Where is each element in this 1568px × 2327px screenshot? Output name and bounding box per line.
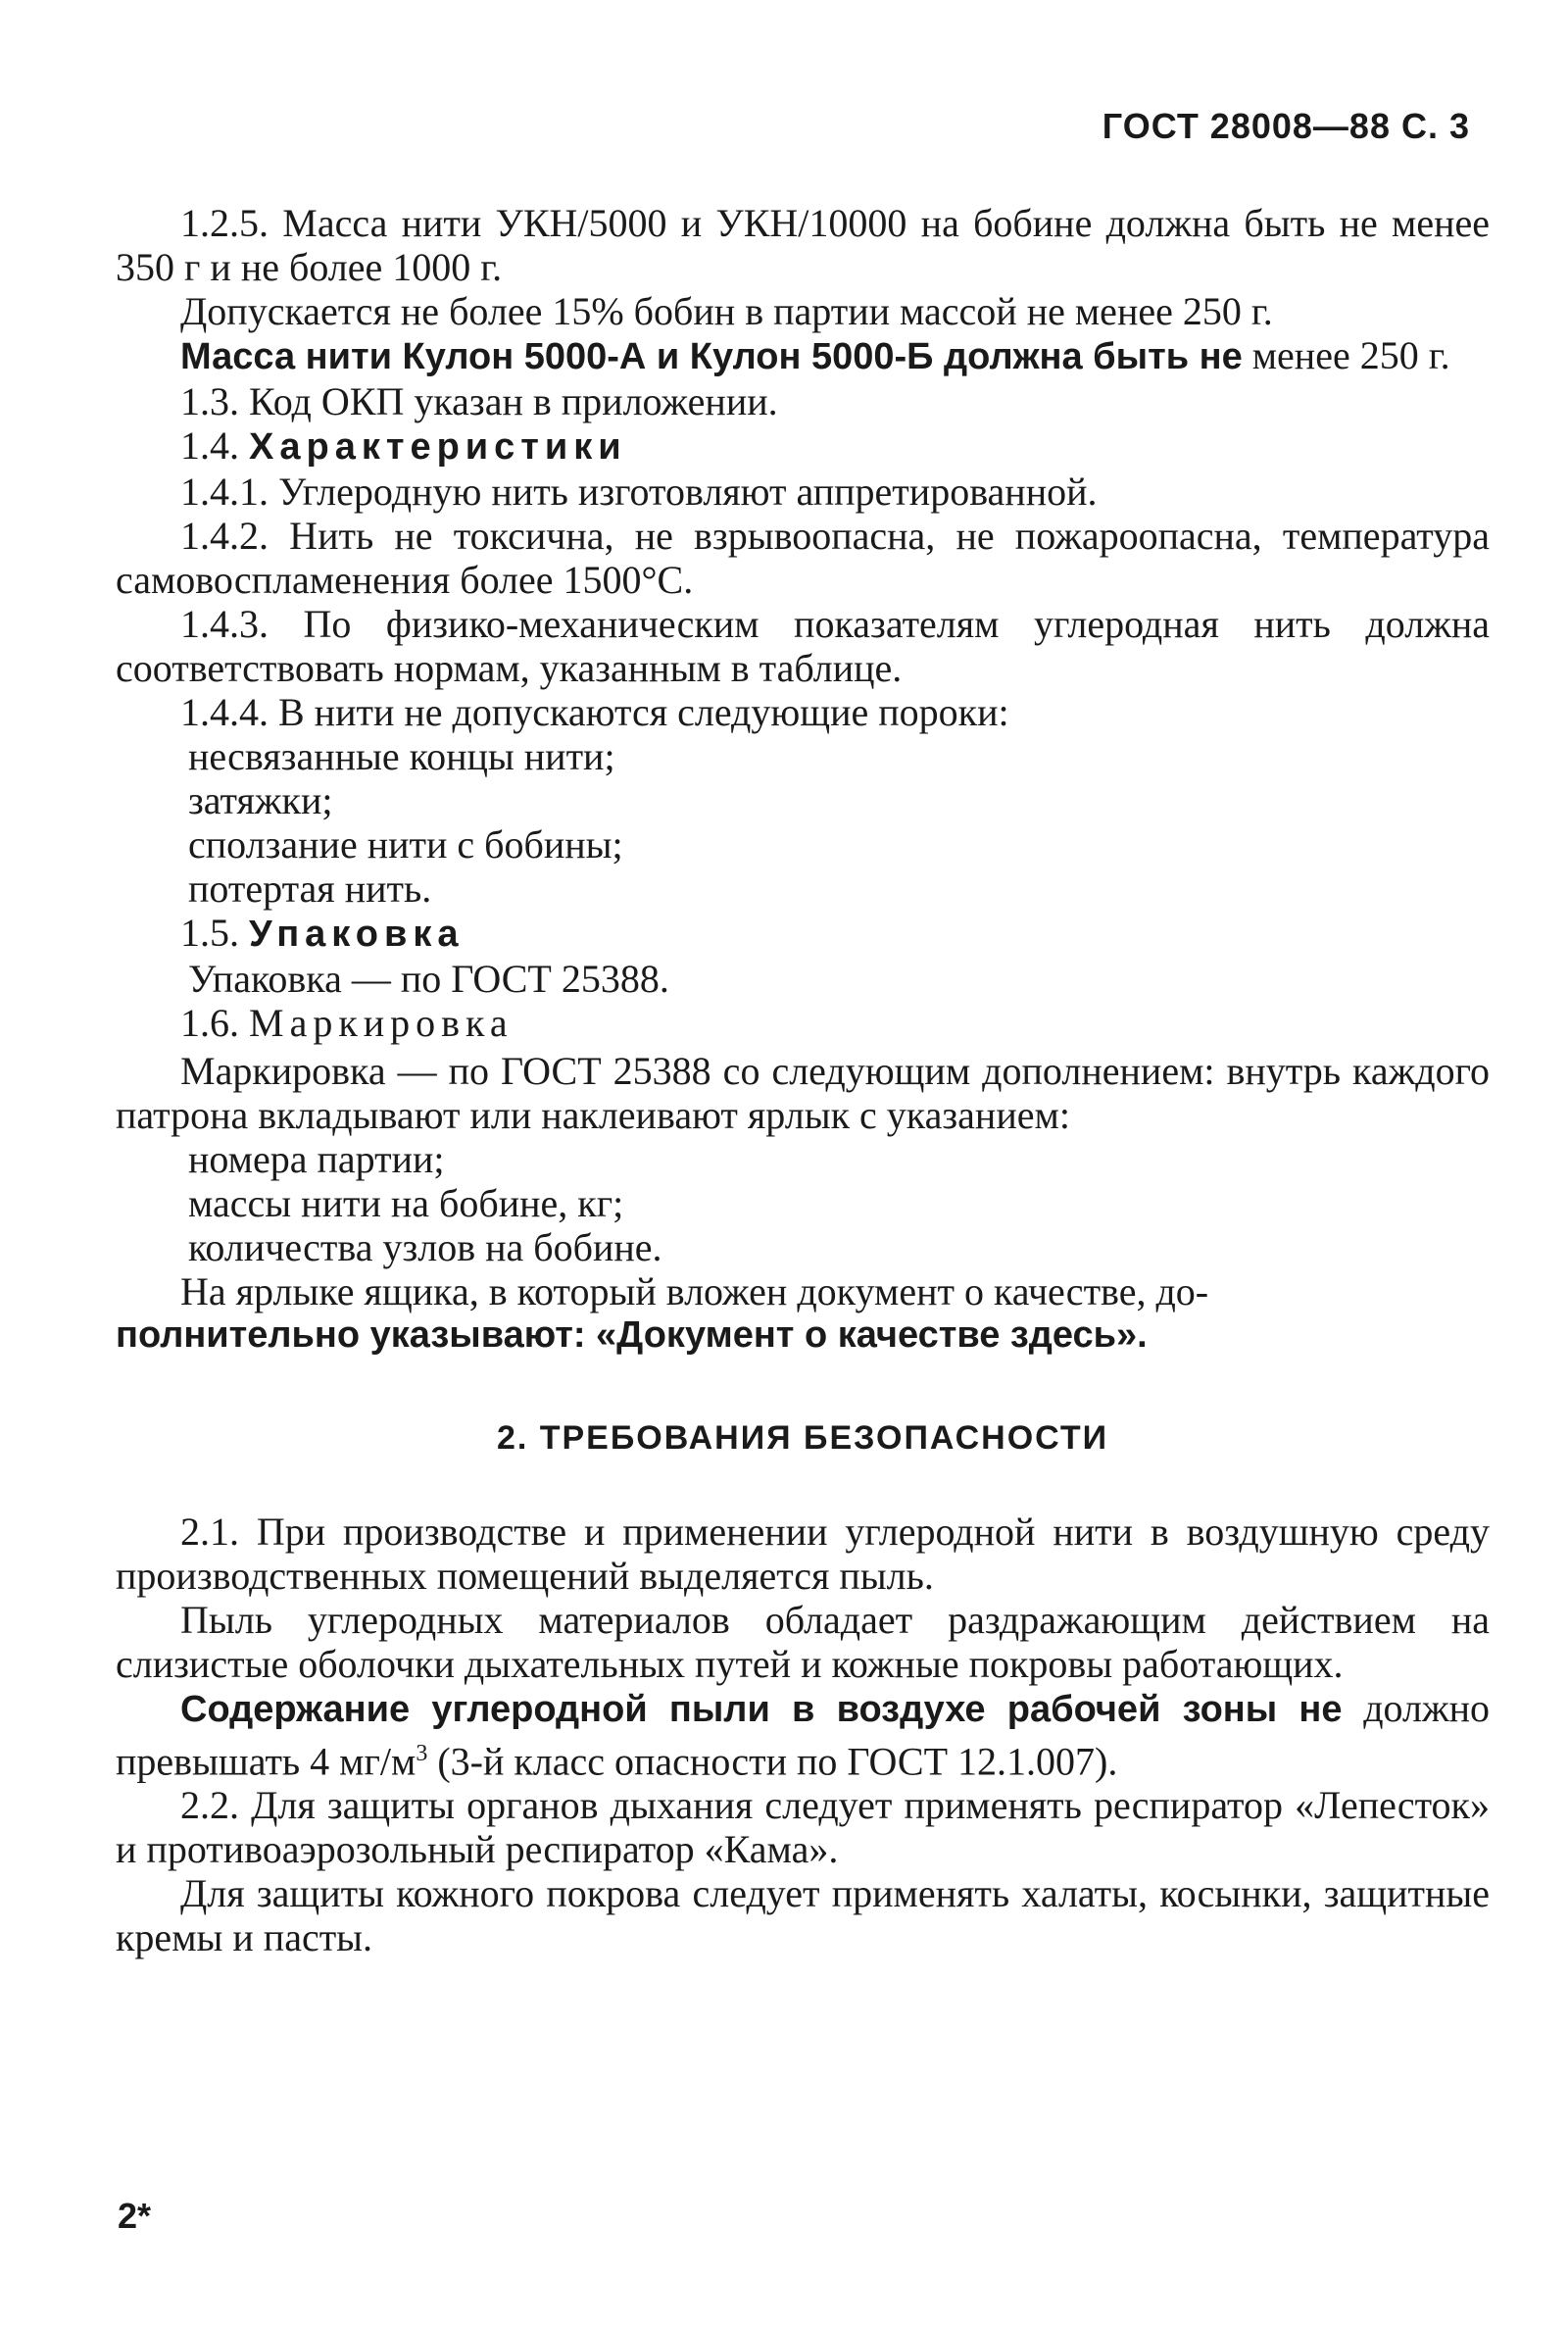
defects-list <box>116 734 1490 911</box>
list-item: несвязанные концы нити; <box>188 734 615 778</box>
page-header: ГОСТ 28008—88 С. 3 <box>1102 106 1470 146</box>
paragraph-1-5: Упаковка — по ГОСТ 25388. <box>188 957 669 1001</box>
list-item: номера партии; <box>188 1137 445 1181</box>
heading-1-4-number: 1.4. <box>180 423 239 468</box>
paragraph-2-1-limit-rest-a: должно превышать 4 мг/м <box>116 1686 1491 1784</box>
paragraph-2-2: 2.2. Для защиты органов дыхания следует применять респиратор «Лепесток» и противоаэрозольный респиратор «Кама». <box>116 1783 1490 1872</box>
paragraph-2-1-limit <box>116 1686 1490 1783</box>
heading-1-5-title: Упаковка <box>249 914 465 955</box>
paragraph-2-1-dust: Пыль углеродных материалов обладает раздражающим действием на слизистые оболочки дыхательных путей и кожные покровы работающих. <box>116 1598 1490 1686</box>
list-item: количества узлов на бобине. <box>188 1225 662 1269</box>
paragraph-1-6-box-b: полнительно указывают: «Документ о качестве здесь». <box>116 1314 1148 1356</box>
paragraph-2-1: 2.1. При производстве и применении углеродной нити в воздушную среду производственных помещений выделяется пыль. <box>116 1510 1490 1598</box>
paragraph-1-3: 1.3. Код ОКП указан в приложении. <box>180 379 778 423</box>
paragraph-1-4-1: 1.4.1. Углеродную нить изготовляют аппретированной. <box>180 470 1098 514</box>
paragraph-1-2-5-kulon-rest: менее 250 г. <box>1251 333 1450 377</box>
paragraph-1-6-box-a: На ярлыке ящика, в который вложен документ о качестве, до- <box>180 1269 1209 1313</box>
heading-1-6-title: Маркировка <box>249 1001 514 1045</box>
list-item: сползание нити с бобины; <box>188 822 623 866</box>
section-2-title: 2. ТРЕБОВАНИЯ БЕЗОПАСНОСТИ <box>496 1419 1109 1457</box>
list-item: затяжки; <box>188 778 333 822</box>
paragraph-2-1-limit-rest-b: (3-й класс опасности по ГОСТ 12.1.007). <box>427 1739 1118 1784</box>
footer-mark: 2* <box>118 2196 152 2236</box>
heading-1-6-number: 1.6. <box>180 1001 239 1045</box>
paragraph-1-4-2: 1.4.2. Нить не токсична, не взрывоопасна, не пожароопасна, температура самовоспламенения более 1500°С. <box>116 514 1490 602</box>
heading-1-4 <box>116 423 1490 470</box>
list-item: массы нити на бобине, кг; <box>188 1181 624 1225</box>
paragraph-1-4-3: 1.4.3. По физико-механическим показателям углеродная нить должна соответствовать нормам, указанным в таблице. <box>116 602 1490 690</box>
heading-1-5-number: 1.5. <box>180 911 239 955</box>
paragraph-1-6: Маркировка — по ГОСТ 25388 со следующим дополнением: внутрь каждого патрона вкладывают или наклеивают ярлык с указанием: <box>116 1049 1490 1137</box>
heading-1-6 <box>116 1001 1490 1045</box>
superscript-3: 3 <box>416 1741 428 1766</box>
document-body <box>116 201 1490 1959</box>
paragraph-2-2-skin: Для защиты кожного покрова следует применять халаты, косынки, защитные кремы и пасты. <box>116 1871 1490 1960</box>
paragraph-2-1-limit-bold: Содержание углеродной пыли в воздухе рабочей зоны не <box>180 1689 1343 1730</box>
paragraph-1-2-5-kulon-bold: Масса нити Кулон 5000-А и Кулон 5000-Б должна быть не <box>180 336 1243 377</box>
paragraph-1-2-5-kulon <box>116 333 1490 379</box>
paragraph-1-6-box <box>116 1269 1490 1313</box>
paragraph-1-4-4: 1.4.4. В нити не допускаются следующие пороки: <box>180 690 1009 734</box>
heading-1-4-title: Характеристики <box>249 426 627 468</box>
heading-1-5 <box>116 911 1490 957</box>
label-items-list <box>116 1137 1490 1269</box>
list-item: потертая нить. <box>188 866 432 911</box>
paragraph-1-2-5-tolerance: Допускается не более 15% бобин в партии массой не менее 250 г. <box>180 289 1273 333</box>
paragraph-1-2-5: 1.2.5. Масса нити УКН/5000 и УКН/10000 на бобине должна быть не менее 350 г и не более 1000 г. <box>116 201 1490 289</box>
